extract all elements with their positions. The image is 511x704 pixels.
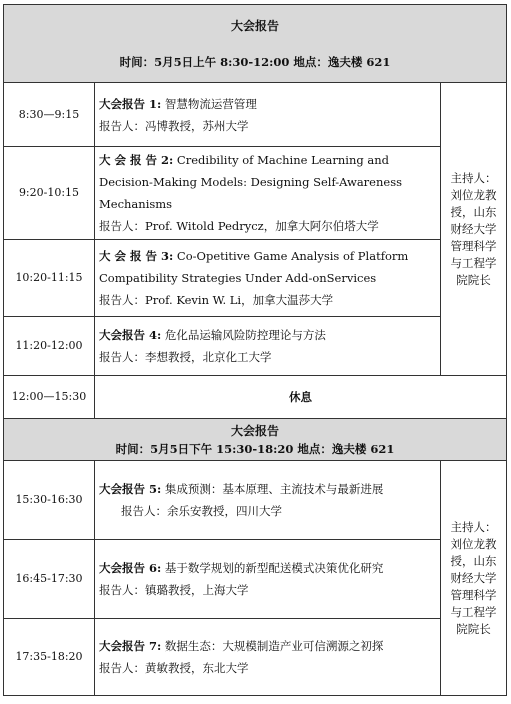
talk-time: 15:30-16:30: [4, 461, 95, 540]
section-header-morning: [4, 5, 507, 83]
talk-label: 大会报告 6:: [99, 561, 162, 575]
speaker-name: 黄敏教授，东北大学: [145, 661, 249, 675]
talk-time: 8:30—9:15: [4, 83, 95, 147]
section-header-afternoon: [4, 419, 507, 461]
section-time-location: 时间：5月5日下午 15:30-18:20 地点：逸夫楼 621: [115, 441, 395, 456]
talk-topic: Credibility of Machine Learning and Decision-Making Models: Designing Self-Awareness Mechanisms: [99, 153, 402, 211]
talk-row: [4, 461, 507, 540]
break-time: 12:00—15:30: [4, 376, 95, 419]
talk-content: [95, 240, 441, 317]
section-header-cell: [4, 5, 507, 83]
host-line: 管理科学: [450, 238, 497, 253]
host-line: 刘位龙教: [450, 536, 497, 551]
speaker-name: Prof. Witold Pedrycz，加拿大阿尔伯塔大学: [145, 219, 379, 233]
talk-content: [95, 147, 441, 240]
speaker-label: 报告人：: [99, 350, 145, 364]
speaker-name: Prof. Kevin W. Li，加拿大温莎大学: [145, 293, 334, 307]
talk-content: [95, 83, 441, 147]
talk-time: 10:20-11:15: [4, 240, 95, 317]
host-line: 刘位龙教: [450, 187, 497, 202]
talk-topic: 智慧物流运营管理: [164, 96, 257, 111]
host-line: 与工程学: [450, 255, 497, 270]
break-label: 休息: [95, 376, 507, 419]
schedule-table: [3, 4, 507, 696]
talk-topic: 集成预测：基本原理、主流技术与最新进展: [164, 482, 384, 496]
host-cell: [441, 83, 507, 376]
speaker-name: 冯博教授，苏州大学: [145, 118, 249, 133]
talk-row: [4, 147, 507, 240]
speaker-label: 报告人：: [99, 293, 145, 307]
talk-content: [95, 619, 441, 696]
talk-row: [4, 619, 507, 696]
talk-row: [4, 317, 507, 376]
talk-time: 9:20-10:15: [4, 147, 95, 240]
talk-topic: 数据生态：大规模制造产业可信溯源之初探: [164, 639, 384, 653]
section-time-location: 时间：5月5日上午 8:30-12:00 地点：逸夫楼 621: [119, 54, 391, 69]
talk-time: 16:45-17:30: [4, 540, 95, 619]
talk-time: 17:35-18:20: [4, 619, 95, 696]
section-header-cell: [4, 419, 507, 461]
host-line: 院院长: [456, 621, 491, 636]
talk-topic: Co-Opetitive Game Analysis of Platform Compatibility Strategies Under Add-onServices: [99, 249, 409, 285]
host-line: 与工程学: [450, 604, 497, 619]
speaker-label: 报告人：: [99, 583, 145, 597]
talk-label: 大会报告 7:: [99, 639, 162, 653]
speaker-name: 余乐安教授，四川大学: [167, 504, 282, 518]
host-line: 院院长: [456, 272, 491, 287]
talk-topic: 基于数学规划的新型配送模式决策优化研究: [164, 561, 384, 575]
talk-label: 大 会 报 告 2:: [99, 153, 174, 167]
talk-content: [95, 317, 441, 376]
host-line: 财经大学: [450, 570, 497, 585]
host-line: 财经大学: [450, 221, 497, 236]
talk-label: 大会报告 4:: [99, 328, 162, 342]
break-row: [4, 376, 507, 419]
speaker-label: 报告人：: [99, 661, 145, 675]
host-line: 授，山东: [450, 553, 497, 568]
talk-time: 11:20-12:00: [4, 317, 95, 376]
section-title: 大会报告: [231, 423, 280, 438]
speaker-label: 报告人：: [99, 118, 145, 133]
speaker-label: 报告人：: [121, 504, 167, 518]
host-line: 管理科学: [450, 587, 497, 602]
host-line: 主持人：: [450, 170, 497, 185]
talk-content: [95, 540, 441, 619]
talk-topic: 危化品运输风险防控理论与方法: [164, 328, 326, 342]
talk-row: [4, 540, 507, 619]
host-cell: [441, 461, 507, 696]
talk-label: 大 会 报 告 3:: [99, 249, 174, 263]
speaker-name: 镇璐教授，上海大学: [145, 583, 249, 597]
host-line: 授，山东: [450, 204, 497, 219]
talk-row: [4, 240, 507, 317]
section-title: 大会报告: [231, 18, 280, 33]
speaker-name: 李想教授，北京化工大学: [145, 350, 272, 364]
speaker-label: 报告人：: [99, 219, 145, 233]
talk-label: 大会报告 5:: [99, 482, 162, 496]
host-line: 主持人：: [450, 519, 497, 534]
talk-label: 大会报告 1:: [99, 96, 162, 111]
talk-content: [95, 461, 441, 540]
talk-row: [4, 83, 507, 147]
